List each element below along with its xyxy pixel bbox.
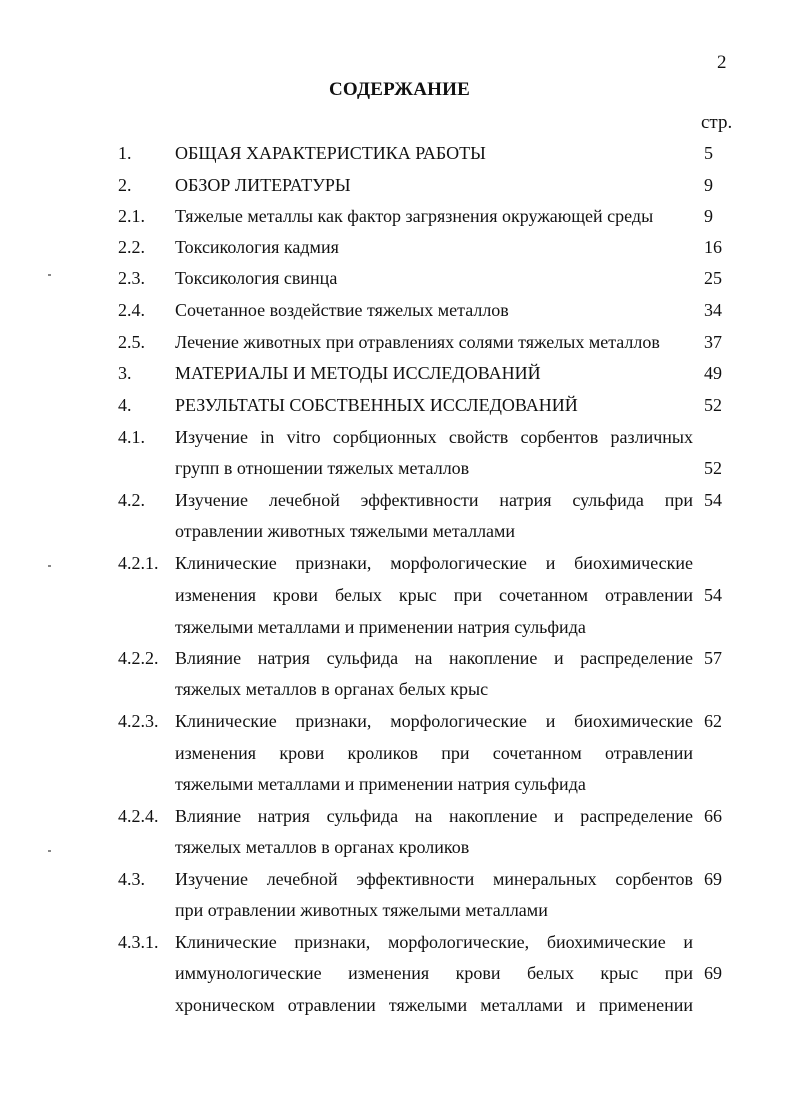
toc-entry-number: 4.2. xyxy=(118,490,145,510)
toc-entry-title: Тяжелые металлы как фактор загрязнения окружающей среды xyxy=(175,206,654,226)
page-title: СОДЕРЖАНИЕ xyxy=(329,79,470,100)
toc-entry-page: 49 xyxy=(704,363,722,383)
toc-entry-number: 4.3.1. xyxy=(118,932,159,952)
toc-entry-title: Клинические признаки, морфологические и биохимические xyxy=(175,711,693,731)
toc-entry-title: групп в отношении тяжелых металлов xyxy=(175,458,470,478)
toc-entry-title: Токсикология кадмия xyxy=(175,237,339,257)
toc-entry-page: 5 xyxy=(704,143,713,163)
toc-entry-page: 52 xyxy=(704,458,722,478)
toc-entry-page: 54 xyxy=(704,490,722,510)
toc-entry-title: Клинические признаки, морфологические и биохимические xyxy=(175,553,693,573)
toc-entry-title: Клинические признаки, морфологические, биохимические и xyxy=(175,932,693,952)
toc-entry-title: Лечение животных при отравлениях солями тяжелых металлов xyxy=(175,332,660,352)
toc-entry-number: 2.4. xyxy=(118,300,145,320)
toc-entry-number: 4.2.3. xyxy=(118,711,159,731)
toc-entry-title: при отравлении животных тяжелыми металлами xyxy=(175,900,548,920)
toc-entry-title: Влияние натрия сульфида на накопление и распределение xyxy=(175,806,693,826)
toc-entry-title: МАТЕРИАЛЫ И МЕТОДЫ ИССЛЕДОВАНИЙ xyxy=(175,363,541,383)
toc-entry-number: 2.1. xyxy=(118,206,145,226)
toc-entry-title: тяжелых металлов в органах кроликов xyxy=(175,837,470,857)
toc-entry-title: тяжелыми металлами и применении натрия сульфида xyxy=(175,617,586,637)
toc-entry-title: отравлении животных тяжелыми металлами xyxy=(175,521,516,541)
toc-entry-title: Изучение лечебной эффективности минеральных сорбентов xyxy=(175,869,693,889)
toc-entry-title: тяжелыми металлами и применении натрия сульфида xyxy=(175,774,586,794)
toc-entry-page: 34 xyxy=(704,300,722,320)
toc-entry-title: Изучение in vitro сорбционных свойств сорбентов различных xyxy=(175,427,693,447)
toc-entry-number: 4.3. xyxy=(118,869,145,889)
toc-entry-title: РЕЗУЛЬТАТЫ СОБСТВЕННЫХ ИССЛЕДОВАНИЙ xyxy=(175,395,578,415)
toc-entry-number: 3. xyxy=(118,363,132,383)
scan-margin-mark xyxy=(48,850,51,852)
toc-entry-page: 69 xyxy=(704,963,722,983)
toc-entry-number: 4.2.2. xyxy=(118,648,159,668)
toc-entry-page: 37 xyxy=(704,332,722,352)
toc-entry-page: 25 xyxy=(704,268,722,288)
toc-entry-number: 4. xyxy=(118,395,132,415)
page-column-header: стр. xyxy=(701,112,733,133)
toc-entry-title: тяжелых металлов в органах белых крыс xyxy=(175,679,489,699)
toc-entry-title: Токсикология свинца xyxy=(175,268,338,288)
toc-entry-page: 62 xyxy=(704,711,722,731)
toc-entry-page: 66 xyxy=(704,806,722,826)
toc-entry-number: 2.3. xyxy=(118,268,145,288)
scan-margin-mark xyxy=(48,565,51,567)
toc-entry-number: 2.5. xyxy=(118,332,145,352)
toc-entry-title: Сочетанное воздействие тяжелых металлов xyxy=(175,300,509,320)
toc-entry-title: Изучение лечебной эффективности натрия сульфида при xyxy=(175,490,693,510)
toc-entry-title: ОБЗОР ЛИТЕРАТУРЫ xyxy=(175,175,351,195)
toc-entry-title: ОБЩАЯ ХАРАКТЕРИСТИКА РАБОТЫ xyxy=(175,143,486,163)
toc-entry-page: 52 xyxy=(704,395,722,415)
page-number: 2 xyxy=(717,52,727,73)
toc-entry-title: Влияние натрия сульфида на накопление и распределение xyxy=(175,648,693,668)
toc-entry-number: 2. xyxy=(118,175,132,195)
toc-entry-number: 4.2.1. xyxy=(118,553,159,573)
toc-entry-number: 4.2.4. xyxy=(118,806,159,826)
toc-entry-title: изменения крови кроликов при сочетанном отравлении xyxy=(175,743,693,763)
toc-entry-number: 4.1. xyxy=(118,427,145,447)
toc-entry-number: 1. xyxy=(118,143,132,163)
toc-entry-page: 57 xyxy=(704,648,722,668)
toc-entry-title: иммунологические изменения крови белых крыс при xyxy=(175,963,693,983)
scan-margin-mark xyxy=(48,274,51,276)
toc-entry-number: 2.2. xyxy=(118,237,145,257)
toc-entry-page: 9 xyxy=(704,175,713,195)
toc-entry-page: 9 xyxy=(704,206,713,226)
toc-entry-title: хроническом отравлении тяжелыми металлами и применении xyxy=(175,995,693,1015)
toc-entry-page: 16 xyxy=(704,237,722,257)
toc-entry-title: изменения крови белых крыс при сочетанном отравлении xyxy=(175,585,693,605)
toc-entry-page: 54 xyxy=(704,585,722,605)
toc-entry-page: 69 xyxy=(704,869,722,889)
